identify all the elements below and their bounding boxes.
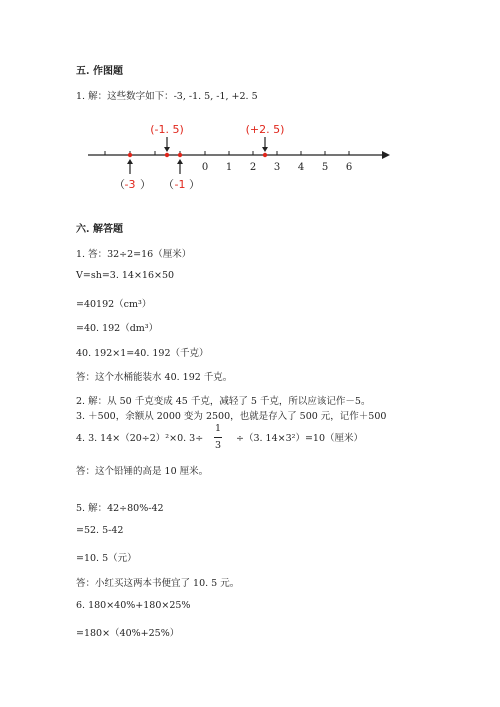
paren-close: ） (140, 178, 151, 191)
answer-line: 1. 答：32÷2=16（厘米） (76, 249, 192, 260)
point-minus-1-5 (165, 153, 169, 157)
tick-label: 1 (225, 162, 233, 173)
answer-line-part: 4. 3. 14×（20÷2）²×0. 3÷ (76, 433, 204, 444)
answer-line: 1. 解：这些数字如下：-3, -1. 5, -1, +2. 5 (76, 91, 258, 102)
number-line-figure (0, 118, 500, 198)
paren-open: （ (114, 178, 125, 191)
answer-line: V=sh=3. 14×16×50 (76, 270, 175, 281)
answer-line: 6. 180×40%+180×25% (76, 600, 191, 611)
point-minus-3 (128, 153, 132, 157)
answer-line: =180×（40%+25%） (76, 628, 180, 639)
tick-label: 4 (297, 162, 305, 173)
axis-arrow-head (382, 151, 390, 159)
answer-line: =40. 192（dm³） (76, 323, 159, 334)
answer-line: 40. 192×1=40. 192（千克） (76, 348, 209, 359)
fraction-denominator: 3 (214, 440, 222, 451)
fraction-bar (214, 437, 222, 438)
arrow-up-head (177, 159, 183, 164)
arrow-down-head (262, 147, 268, 152)
answer-line: 3. ＋500，余额从 2000 变为 2500，也就是存入了 500 元，记作＋500 (76, 411, 387, 422)
arrow-up-head (127, 159, 133, 164)
answer-line: =52. 5-42 (76, 525, 124, 536)
answer-line: 5. 解：42÷80%-42 (76, 503, 164, 514)
paren-open: （ (163, 178, 174, 191)
answer-line: 答：小红买这两本书便宜了 10. 5 元。 (76, 578, 240, 589)
point-minus-1 (178, 153, 182, 157)
answer-line: =10. 5（元） (76, 553, 137, 564)
label-plus-2-5: (+2. 5) (245, 123, 285, 136)
label-minus-1-5: (-1. 5) (150, 123, 184, 136)
answer-line: 2. 解：从 50 千克变成 45 千克，减轻了 5 千克，所以应该记作－5。 (76, 396, 371, 407)
tick-label: 2 (249, 162, 257, 173)
tick-label: 5 (321, 162, 329, 173)
fraction-numerator: 1 (214, 423, 222, 434)
tick-label: 0 (201, 162, 209, 173)
paren-close: ） (189, 178, 200, 191)
point-plus-2-5 (263, 153, 267, 157)
label-minus-3: -3 (124, 178, 136, 191)
arrow-down-head (164, 147, 170, 152)
answer-line: =40192（cm³） (76, 299, 152, 310)
tick-label: 6 (345, 162, 353, 173)
label-minus-1: -1 (174, 178, 186, 191)
section-six-title: 六. 解答题 (76, 224, 123, 235)
answer-line-part: ÷（3. 14×3²）=10（厘米） (236, 433, 363, 444)
tick-label: 3 (273, 162, 281, 173)
answer-line: 答：这个水桶能装水 40. 192 千克。 (76, 372, 233, 383)
answer-line: 答：这个铅锤的高是 10 厘米。 (76, 466, 209, 477)
section-five-title: 五. 作图题 (76, 66, 123, 77)
